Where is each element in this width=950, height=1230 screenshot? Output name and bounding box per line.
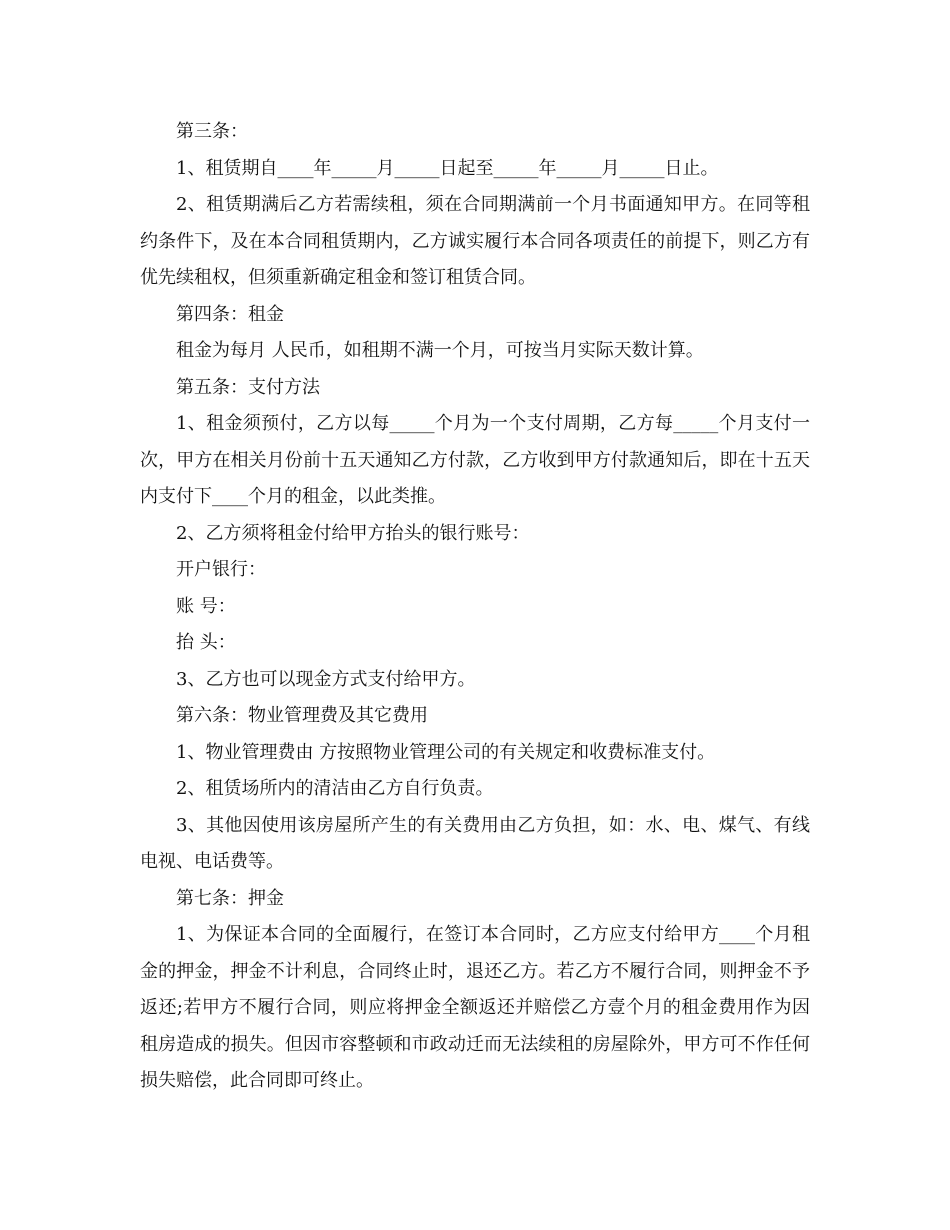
article-4-rent-text: 租金为每月 人民币，如租期不满一个月，可按当月实际天数计算。 — [176, 340, 704, 361]
article-5-clause-1: 1、租金须预付，乙方以每_____个月为一个支付周期，乙方每_____个月支付一次，甲方在相关月份前十五天通知乙方付款，乙方收到甲方付款通知后，即在十五天内支付下____个月的租金，以此类推。 — [140, 413, 810, 507]
account-number-line: 账 号： — [176, 595, 236, 617]
article-4-heading: 第四条：租金 — [176, 303, 284, 325]
article-7-clause-1: 1、为保证本合同的全面履行，在签订本合同时，乙方应支付给甲方____个月租金的押金，押金不计利息，合同终止时，退还乙方。若乙方不履行合同，则押金不予返还;若甲方不履行合同，则应将押金全额返还并赔偿乙方壹个月的租金费用作为因租房造成的损失。但因市容整顿和市政动迁而无法续租的房屋除外，甲方可不作任何损失赔偿，此合同即可终止。 — [140, 924, 810, 1091]
article-6-clause-3: 3、其他因使用该房屋所产生的有关费用由乙方负担，如：水、电、煤气、有线电视、电话费等。 — [140, 814, 810, 872]
article-6-clause-2: 2、租赁场所内的清洁由乙方自行负责。 — [176, 778, 494, 799]
bank-name-line: 开户银行： — [176, 559, 266, 580]
article-5-clause-2: 2、乙方须将租金付给甲方抬头的银行账号： — [176, 522, 530, 544]
article-3-clause-2: 2、租赁期满后乙方若需续租，须在合同期满前一个月书面通知甲方。在同等租约条件下，及在本合同租赁期内，乙方诚实履行本合同各项责任的前提下，则乙方有优先续租权，但须重新确定租金和签订租赁合同。 — [140, 194, 810, 288]
account-holder-line: 抬 头： — [176, 632, 236, 653]
article-5-heading: 第五条：支付方法 — [176, 376, 320, 398]
article-6-heading: 第六条：物业管理费及其它费用 — [176, 705, 428, 726]
article-3-heading: 第三条： — [176, 121, 248, 142]
article-7-heading: 第七条：押金 — [176, 887, 284, 909]
contract-body — [140, 114, 810, 1100]
article-6-clause-1: 1、物业管理费由 方按照物业管理公司的有关规定和收费标准支付。 — [176, 741, 716, 763]
article-5-clause-3: 3、乙方也可以现金方式支付给甲方。 — [176, 668, 476, 690]
article-3-clause-1: 1、租赁期自____年_____月_____日起至_____年_____月_____日止。 — [176, 157, 719, 179]
